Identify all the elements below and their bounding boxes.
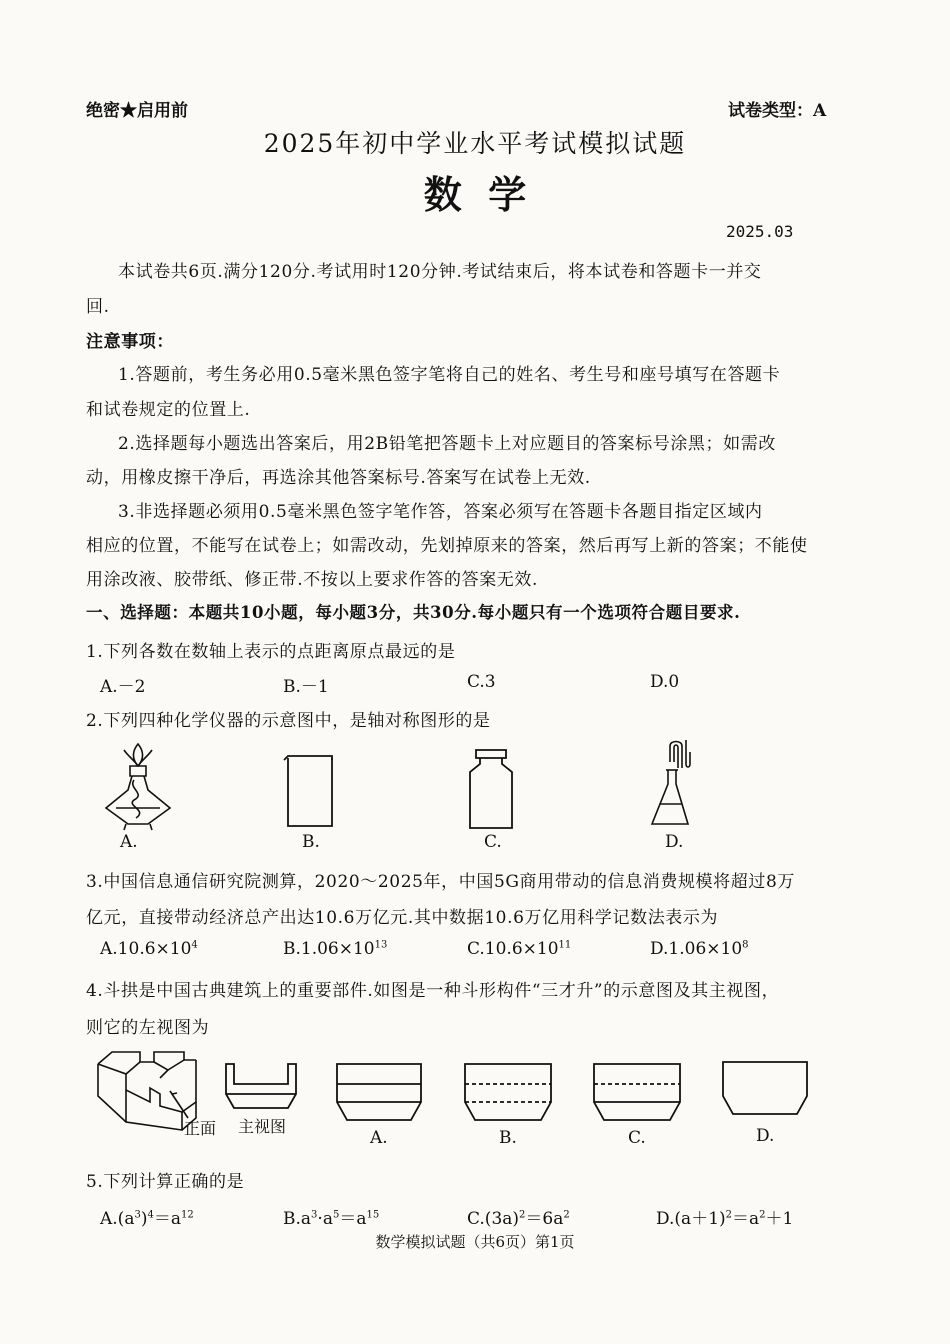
q4-option-d: D. xyxy=(756,1126,775,1146)
q5-option-d: $D.(a+1)^2=a^2+1$ xyxy=(656,1209,794,1229)
q1-stem: 1.下列各数在数轴上表示的点距离原点最远的是 xyxy=(86,642,456,662)
q1-option-b: B.－1 xyxy=(283,677,329,697)
q4-option-c: C. xyxy=(628,1128,646,1148)
q3-option-a: $A.10.6\times 10^4$ xyxy=(100,939,198,959)
q2-stem: 2.下列四种化学仪器的示意图中，是轴对称图形的是 xyxy=(86,711,491,731)
q5-option-a: $A.(a^3)^4=a^{12}$ xyxy=(100,1209,194,1229)
note-2a: 2.选择题每小题选出答案后，用2B铅笔把答题卡上对应题目的答案标号涂黑；如需改 xyxy=(118,434,776,454)
notes-heading: 注意事项： xyxy=(86,332,174,352)
main-view-label: 主视图 xyxy=(238,1117,287,1136)
alcohol-lamp-figure xyxy=(98,744,178,830)
confidential-mark: 绝密★启用前 xyxy=(86,101,188,121)
section-1-heading: 一、选择题：本题共10小题，每小题3分，共30分.每小题只有一个选项符合题目要求. xyxy=(86,603,741,622)
left-view-option-b-figure xyxy=(465,1064,551,1120)
note-1a: 1.答题前，考生务必用0.5毫米黑色签字笔将自己的姓名、考生号和座号填写在答题卡 xyxy=(118,365,781,385)
q1-option-c: C.3 xyxy=(467,672,496,692)
note-2b: 动，用橡皮擦干净后，再选涂其他答案标号.答案写在试卷上无效. xyxy=(86,468,591,488)
q3-option-b: $B.1.06\times 10^{13}$ xyxy=(283,939,388,959)
paper-type: 试卷类型：A xyxy=(728,101,827,121)
left-view-option-d-figure xyxy=(723,1062,807,1114)
reagent-bottle-figure xyxy=(466,750,516,828)
note-3b: 相应的位置，不能写在试卷上；如需改动，先划掉原来的答案，然后再写上新的答案；不能使 xyxy=(86,536,808,556)
q2-option-a: A. xyxy=(120,832,138,852)
intro-line-1: 本试卷共6页.满分120分.考试用时120分钟.考试结束后，将本试卷和答题卡一并交 xyxy=(118,262,762,282)
exam-date: 2025.03 xyxy=(726,222,794,241)
front-label: 正面 xyxy=(184,1119,217,1138)
q5-option-c: $C.(3a)^2=6a^2$ xyxy=(467,1209,570,1229)
note-1b: 和试卷规定的位置上. xyxy=(86,400,251,420)
q4-option-b: B. xyxy=(499,1128,517,1148)
page-footer: 数学模拟试题（共6页）第1页 xyxy=(375,1233,575,1251)
left-view-option-a-figure xyxy=(337,1064,421,1120)
q1-option-a: A.－2 xyxy=(100,677,146,697)
q5-option-b: $B.a^3\cdot a^5=a^{15}$ xyxy=(283,1209,380,1229)
q4-stem-1: 4.斗拱是中国古典建筑上的重要部件.如图是一种斗形构件“三才升”的示意图及其主视图， xyxy=(86,981,780,1001)
q3-stem-2: 亿元，直接带动经济总产出达10.6万亿元.其中数据10.6万亿用科学记数法表示为 xyxy=(86,908,719,928)
subject-title: 数 学 xyxy=(423,172,527,217)
left-view-option-c-figure xyxy=(594,1064,680,1120)
q3-option-c: $C.10.6\times 10^{11}$ xyxy=(467,939,572,959)
q4-stem-2: 则它的左视图为 xyxy=(86,1018,210,1038)
beaker-figure xyxy=(282,756,334,826)
q4-option-a: A. xyxy=(370,1128,388,1148)
note-3a: 3.非选择题必须用0.5毫米黑色签字笔作答，答案必须写在答题卡各题目指定区域内 xyxy=(118,502,763,522)
q3-option-d: $D.1.06\times 10^8$ xyxy=(650,939,749,959)
main-view-figure xyxy=(226,1064,296,1108)
q3-stem-1: 3.中国信息通信研究院测算，2020～2025年，中国5G商用带动的信息消费规模将超过8万 xyxy=(86,872,795,892)
q5-stem: 5.下列计算正确的是 xyxy=(86,1172,245,1192)
intro-line-2: 回. xyxy=(86,297,110,317)
q2-option-b: B. xyxy=(302,832,320,852)
q2-option-c: C. xyxy=(484,832,502,852)
exam-title: 2025年初中学业水平考试模拟试题 xyxy=(263,129,687,158)
note-3c: 用涂改液、胶带纸、修正带.不按以上要求作答的答案无效. xyxy=(86,570,539,590)
conical-flask-figure xyxy=(648,738,708,828)
q1-option-d: D.0 xyxy=(650,672,680,692)
q2-option-d: D. xyxy=(665,832,684,852)
